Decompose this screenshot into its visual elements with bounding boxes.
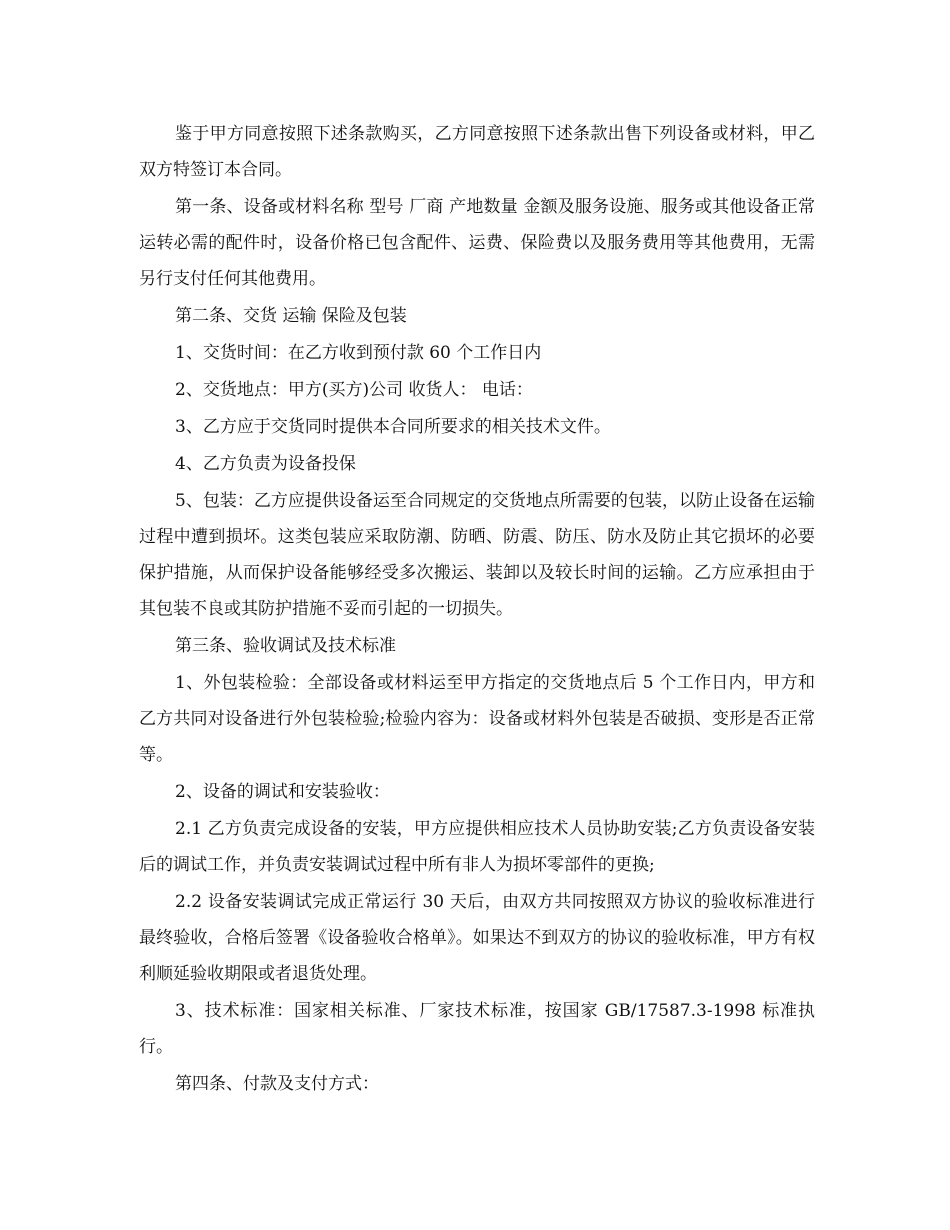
clause-insurance: 4、乙方负责为设备投保 xyxy=(175,454,356,474)
clause-outer-inspection: 1、外包装检验：全部设备或材料运至甲方指定的交货地点后 5 个工作日内，甲方和乙方共同对设备进行外包装检验;检验内容为：设备或材料外包装是否破损、变形是否正常等。 xyxy=(139,673,815,765)
paragraph-preamble: 鉴于甲方同意按照下述条款购买，乙方同意按照下述条款出售下列设备或材料，甲乙双方特签订本合同。 xyxy=(139,124,815,180)
clause-delivery-place: 2、交货地点：甲方(买方)公司 收货人： 电话： xyxy=(175,380,533,400)
contract-body xyxy=(139,116,815,1103)
clause-installation-heading: 2、设备的调试和安装验收： xyxy=(175,782,390,802)
clause-acceptance-2-2: 2.2 设备安装调试完成正常运行 30 天后，由双方共同按照双方协议的验收标准进行最终验收，合格后签署《设备验收合格单》。如果达不到双方的协议的验收标准，甲方有权利顺延验收期限或者退货处理。 xyxy=(139,892,815,984)
clause-technical-standard: 3、技术标准：国家相关标准、厂家技术标准，按国家 GB/17587.3-1998 标准执行。 xyxy=(139,1001,815,1057)
clause-technical-documents: 3、乙方应于交货同时提供本合同所要求的相关技术文件。 xyxy=(175,417,611,437)
clause-installation-2-1: 2.1 乙方负责完成设备的安装，甲方应提供相应技术人员协助安装;乙方负责设备安装后的调试工作，并负责安装调试过程中所有非人为损坏零部件的更换; xyxy=(139,819,815,875)
clause-packaging: 5、包装：乙方应提供设备运至合同规定的交货地点所需要的包装，以防止设备在运输过程中遭到损坏。这类包装应采取防潮、防晒、防震、防压、防水及防止其它损坏的必要保护措施，从而保护设备能够经受多次搬运、装卸以及较长时间的运输。乙方应承担由于其包装不良或其防护措施不妥而引起的一切损失。 xyxy=(139,491,815,619)
heading-article-4: 第四条、付款及支付方式： xyxy=(175,1074,379,1094)
paragraph-article-1: 第一条、设备或材料名称 型号 厂商 产地数量 金额及服务设施、服务或其他设备正常运转必需的配件时，设备价格已包含配件、运费、保险费以及服务费用等其他费用，无需另行支付任何其他费用。 xyxy=(139,197,815,289)
heading-article-3: 第三条、验收调试及技术标准 xyxy=(175,636,396,656)
heading-article-2: 第二条、交货 运输 保险及包装 xyxy=(175,306,407,326)
clause-delivery-time: 1、交货时间：在乙方收到预付款 60 个工作日内 xyxy=(175,343,542,363)
